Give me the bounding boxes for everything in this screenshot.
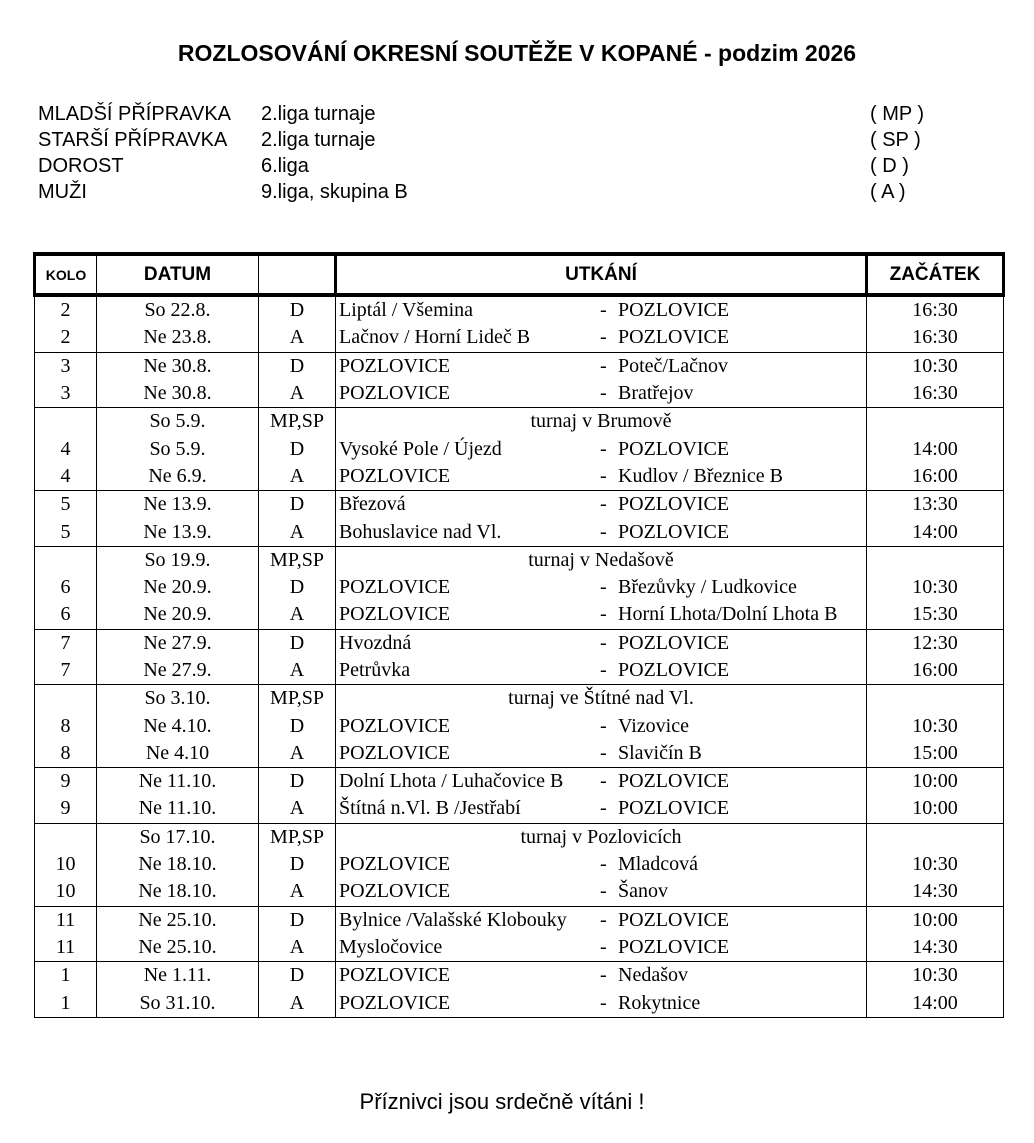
date-cell: Ne 1.11. <box>97 962 259 990</box>
match-cell <box>336 934 867 962</box>
away-team: Mladcová <box>618 853 698 876</box>
match-dash: - <box>600 493 607 516</box>
match-cell <box>336 295 867 324</box>
match-row <box>35 962 1004 990</box>
home-team: POZLOVICE <box>339 880 451 903</box>
team-cell: A <box>259 463 336 491</box>
kolo-cell <box>35 408 97 436</box>
match-cell <box>336 518 867 546</box>
team-cell: A <box>259 878 336 906</box>
match-cell <box>336 435 867 462</box>
away-team: POZLOVICE <box>618 520 730 543</box>
table-header-row <box>35 254 1004 295</box>
match-row <box>35 491 1004 519</box>
match-row <box>35 629 1004 657</box>
tournament-label: turnaj v Brumově <box>530 410 672 433</box>
match-row <box>35 740 1004 768</box>
tournament-label: turnaj v Pozlovicích <box>520 825 682 848</box>
match-cell <box>336 629 867 657</box>
away-team: POZLOVICE <box>618 493 730 516</box>
away-team: POZLOVICE <box>618 659 730 681</box>
team-cell: A <box>259 380 336 408</box>
match-dash: - <box>600 797 607 820</box>
date-cell: Ne 30.8. <box>97 380 259 408</box>
match-dash: - <box>600 964 607 987</box>
date-cell: Ne 20.9. <box>97 601 259 629</box>
match-dash: - <box>600 853 607 876</box>
match-dash: - <box>600 880 607 903</box>
away-team: Březůvky / Ludkovice <box>618 576 797 599</box>
start-cell: 10:00 <box>867 795 1004 823</box>
legend-category: MLADŠÍ PŘÍPRAVKA <box>38 103 232 125</box>
header-utkani: UTKÁNÍ <box>336 254 867 295</box>
date-cell: Ne 18.10. <box>97 851 259 878</box>
team-cell: A <box>259 518 336 546</box>
legend-code: ( SP ) <box>870 129 921 151</box>
team-cell: D <box>259 574 336 601</box>
match-dash: - <box>600 464 607 487</box>
date-cell: Ne 27.9. <box>97 657 259 685</box>
home-team: Petrůvka <box>339 659 411 681</box>
legend-level: 2.liga turnaje <box>261 129 376 151</box>
start-cell: 12:30 <box>867 629 1004 657</box>
away-team: POZLOVICE <box>618 770 730 793</box>
home-team: Štítná n.Vl. B /Jestřabí <box>339 797 521 820</box>
match-cell <box>336 878 867 906</box>
start-cell: 16:30 <box>867 295 1004 324</box>
home-team: Dolní Lhota / Luhačovice B <box>339 770 564 793</box>
match-cell <box>336 380 867 408</box>
date-cell: Ne 13.9. <box>97 518 259 546</box>
start-cell <box>867 546 1004 574</box>
kolo-cell: 11 <box>35 906 97 934</box>
date-cell: So 19.9. <box>97 546 259 574</box>
away-team: Nedašov <box>618 964 688 987</box>
away-team: Šanov <box>618 880 668 903</box>
date-cell: Ne 25.10. <box>97 934 259 962</box>
kolo-cell: 9 <box>35 795 97 823</box>
home-team: POZLOVICE <box>339 354 451 377</box>
legend-level: 2.liga turnaje <box>261 103 376 125</box>
start-cell: 16:00 <box>867 463 1004 491</box>
match-row <box>35 934 1004 962</box>
match-row <box>35 380 1004 408</box>
match-cell <box>336 601 867 629</box>
schedule-table <box>33 252 1005 1018</box>
home-team: POZLOVICE <box>339 964 451 987</box>
away-team: Bratřejov <box>618 382 694 405</box>
match-row <box>35 574 1004 601</box>
match-cell <box>336 685 867 713</box>
away-team: POZLOVICE <box>618 326 730 349</box>
legend-row <box>38 153 998 179</box>
team-cell: D <box>259 491 336 519</box>
start-cell: 14:00 <box>867 989 1004 1017</box>
match-row <box>35 324 1004 352</box>
header-zacatek: ZAČÁTEK <box>867 254 1004 295</box>
away-team: Slavičín B <box>618 741 702 764</box>
team-cell: A <box>259 795 336 823</box>
kolo-cell: 9 <box>35 768 97 796</box>
team-cell: MP,SP <box>259 823 336 851</box>
away-team: POZLOVICE <box>618 908 730 931</box>
team-cell: A <box>259 934 336 962</box>
match-dash: - <box>600 382 607 405</box>
home-team: POZLOVICE <box>339 991 451 1014</box>
kolo-cell <box>35 823 97 851</box>
legend-row <box>38 101 998 127</box>
kolo-cell: 10 <box>35 851 97 878</box>
match-cell <box>336 795 867 823</box>
away-team: Poteč/Lačnov <box>618 354 728 377</box>
match-cell <box>336 768 867 796</box>
header-datum: DATUM <box>97 254 259 295</box>
kolo-cell: 8 <box>35 712 97 739</box>
legend-category: DOROST <box>38 155 124 177</box>
start-cell: 14:00 <box>867 518 1004 546</box>
team-cell: A <box>259 324 336 352</box>
match-row <box>35 352 1004 380</box>
legend-level: 9.liga, skupina B <box>261 181 408 203</box>
date-cell: Ne 27.9. <box>97 629 259 657</box>
team-cell: MP,SP <box>259 685 336 713</box>
match-cell <box>336 657 867 685</box>
kolo-cell: 7 <box>35 657 97 685</box>
team-cell: A <box>259 740 336 768</box>
legend-level: 6.liga <box>261 155 309 177</box>
home-team: Lačnov / Horní Lideč B <box>339 326 531 349</box>
match-cell <box>336 352 867 380</box>
legend-code: ( MP ) <box>870 103 925 125</box>
legend-code: ( D ) <box>870 155 909 177</box>
kolo-cell: 7 <box>35 629 97 657</box>
kolo-cell: 6 <box>35 601 97 629</box>
match-cell <box>336 740 867 768</box>
away-team: POZLOVICE <box>618 797 730 820</box>
away-team: Vizovice <box>618 714 689 737</box>
start-cell: 10:30 <box>867 851 1004 878</box>
team-cell: D <box>259 629 336 657</box>
start-cell: 14:30 <box>867 878 1004 906</box>
away-team: POZLOVICE <box>618 935 730 958</box>
match-cell <box>336 989 867 1017</box>
match-dash: - <box>600 520 607 543</box>
match-row <box>35 463 1004 491</box>
date-cell: So 22.8. <box>97 295 259 324</box>
team-cell: D <box>259 851 336 878</box>
start-cell: 10:00 <box>867 906 1004 934</box>
schedule-body <box>35 295 1004 1017</box>
kolo-cell: 2 <box>35 324 97 352</box>
start-cell: 14:00 <box>867 435 1004 462</box>
home-team: Bylnice /Valašské Klobouky <box>339 908 567 931</box>
match-cell <box>336 851 867 878</box>
start-cell: 13:30 <box>867 491 1004 519</box>
team-cell: MP,SP <box>259 546 336 574</box>
match-cell <box>336 823 867 851</box>
home-team: Hvozdná <box>339 631 412 654</box>
date-cell: So 3.10. <box>97 685 259 713</box>
match-dash: - <box>600 631 607 654</box>
home-team: POZLOVICE <box>339 464 451 487</box>
match-dash: - <box>600 991 607 1014</box>
team-cell: D <box>259 352 336 380</box>
kolo-cell: 5 <box>35 491 97 519</box>
date-cell: Ne 4.10. <box>97 712 259 739</box>
away-team: POZLOVICE <box>618 631 730 654</box>
match-cell <box>336 712 867 739</box>
match-dash: - <box>600 437 607 460</box>
footer-note: Příznivci jsou srdečně vítáni ! <box>359 1089 645 1114</box>
away-team: POZLOVICE <box>618 437 730 460</box>
match-row <box>35 518 1004 546</box>
away-team: Kudlov / Březnice B <box>618 464 783 487</box>
legend-row <box>38 179 998 205</box>
start-cell: 14:30 <box>867 934 1004 962</box>
team-cell: D <box>259 768 336 796</box>
home-team: POZLOVICE <box>339 382 451 405</box>
start-cell: 10:30 <box>867 574 1004 601</box>
home-team: POZLOVICE <box>339 714 451 737</box>
team-cell: A <box>259 657 336 685</box>
header-kolo: KOLO <box>35 254 97 295</box>
away-team: Horní Lhota/Dolní Lhota B <box>618 603 838 626</box>
match-dash: - <box>600 299 607 322</box>
date-cell: So 31.10. <box>97 989 259 1017</box>
match-dash: - <box>600 714 607 737</box>
date-cell: So 5.9. <box>97 408 259 436</box>
match-dash: - <box>600 354 607 377</box>
kolo-cell: 3 <box>35 380 97 408</box>
header-team <box>259 254 336 295</box>
match-cell <box>336 463 867 491</box>
match-dash: - <box>600 741 607 764</box>
home-team: POZLOVICE <box>339 603 451 626</box>
team-cell: D <box>259 712 336 739</box>
match-cell <box>336 962 867 990</box>
kolo-cell: 8 <box>35 740 97 768</box>
legend-row <box>38 127 998 153</box>
away-team: Rokytnice <box>618 991 701 1014</box>
match-row <box>35 712 1004 739</box>
home-team: Vysoké Pole / Újezd <box>339 437 502 460</box>
date-cell: Ne 11.10. <box>97 795 259 823</box>
match-cell <box>336 546 867 574</box>
match-dash: - <box>600 659 607 681</box>
match-dash: - <box>600 326 607 349</box>
team-cell: D <box>259 295 336 324</box>
start-cell: 10:30 <box>867 352 1004 380</box>
date-cell: Ne 11.10. <box>97 768 259 796</box>
kolo-cell <box>35 685 97 713</box>
home-team: POZLOVICE <box>339 741 451 764</box>
date-cell: Ne 25.10. <box>97 906 259 934</box>
team-cell: A <box>259 989 336 1017</box>
kolo-cell: 3 <box>35 352 97 380</box>
match-row <box>35 601 1004 629</box>
match-dash: - <box>600 770 607 793</box>
date-cell: So 17.10. <box>97 823 259 851</box>
legend-code: ( A ) <box>870 181 906 203</box>
match-row <box>35 295 1004 324</box>
tournament-row <box>35 685 1004 713</box>
home-team: POZLOVICE <box>339 576 451 599</box>
match-row <box>35 989 1004 1017</box>
start-cell: 10:30 <box>867 712 1004 739</box>
date-cell: So 5.9. <box>97 435 259 462</box>
kolo-cell: 11 <box>35 934 97 962</box>
match-cell <box>336 324 867 352</box>
team-cell: D <box>259 435 336 462</box>
tournament-row <box>35 408 1004 436</box>
match-row <box>35 795 1004 823</box>
kolo-cell: 1 <box>35 962 97 990</box>
kolo-cell: 10 <box>35 878 97 906</box>
start-cell <box>867 685 1004 713</box>
date-cell: Ne 20.9. <box>97 574 259 601</box>
home-team: POZLOVICE <box>339 853 451 876</box>
home-team: Bohuslavice nad Vl. <box>339 520 502 543</box>
start-cell: 16:00 <box>867 657 1004 685</box>
tournament-label: turnaj ve Štítné nad Vl. <box>508 687 694 710</box>
match-dash: - <box>600 908 607 931</box>
match-row <box>35 906 1004 934</box>
tournament-label: turnaj v Nedašově <box>528 548 674 571</box>
start-cell: 10:30 <box>867 962 1004 990</box>
kolo-cell <box>35 546 97 574</box>
match-row <box>35 435 1004 462</box>
team-cell: A <box>259 601 336 629</box>
tournament-row <box>35 546 1004 574</box>
tournament-row <box>35 823 1004 851</box>
team-cell: D <box>259 962 336 990</box>
legend-category: MUŽI <box>38 181 87 203</box>
away-team: POZLOVICE <box>618 299 730 322</box>
team-cell: D <box>259 906 336 934</box>
match-cell <box>336 491 867 519</box>
legend-category: STARŠÍ PŘÍPRAVKA <box>38 129 228 151</box>
date-cell: Ne 23.8. <box>97 324 259 352</box>
home-team: Mysločovice <box>339 935 443 958</box>
match-dash: - <box>600 576 607 599</box>
kolo-cell: 5 <box>35 518 97 546</box>
home-team: Liptál / Všemina <box>339 299 474 322</box>
start-cell: 10:00 <box>867 768 1004 796</box>
match-row <box>35 657 1004 685</box>
match-cell <box>336 574 867 601</box>
match-row <box>35 878 1004 906</box>
kolo-cell: 6 <box>35 574 97 601</box>
start-cell <box>867 823 1004 851</box>
kolo-cell: 2 <box>35 295 97 324</box>
kolo-cell: 1 <box>35 989 97 1017</box>
match-dash: - <box>600 603 607 626</box>
kolo-cell: 4 <box>35 435 97 462</box>
start-cell <box>867 408 1004 436</box>
page-title: ROZLOSOVÁNÍ OKRESNÍ SOUTĚŽE V KOPANÉ - podzim 2026 <box>177 40 857 66</box>
date-cell: Ne 4.10 <box>97 740 259 768</box>
start-cell: 15:30 <box>867 601 1004 629</box>
team-cell: MP,SP <box>259 408 336 436</box>
match-cell <box>336 906 867 934</box>
match-row <box>35 768 1004 796</box>
date-cell: Ne 30.8. <box>97 352 259 380</box>
start-cell: 15:00 <box>867 740 1004 768</box>
category-legend <box>38 101 998 205</box>
match-dash: - <box>600 935 607 958</box>
match-row <box>35 851 1004 878</box>
start-cell: 16:30 <box>867 380 1004 408</box>
date-cell: Ne 6.9. <box>97 463 259 491</box>
date-cell: Ne 18.10. <box>97 878 259 906</box>
date-cell: Ne 13.9. <box>97 491 259 519</box>
start-cell: 16:30 <box>867 324 1004 352</box>
kolo-cell: 4 <box>35 463 97 491</box>
home-team: Březová <box>339 493 406 516</box>
match-cell <box>336 408 867 436</box>
